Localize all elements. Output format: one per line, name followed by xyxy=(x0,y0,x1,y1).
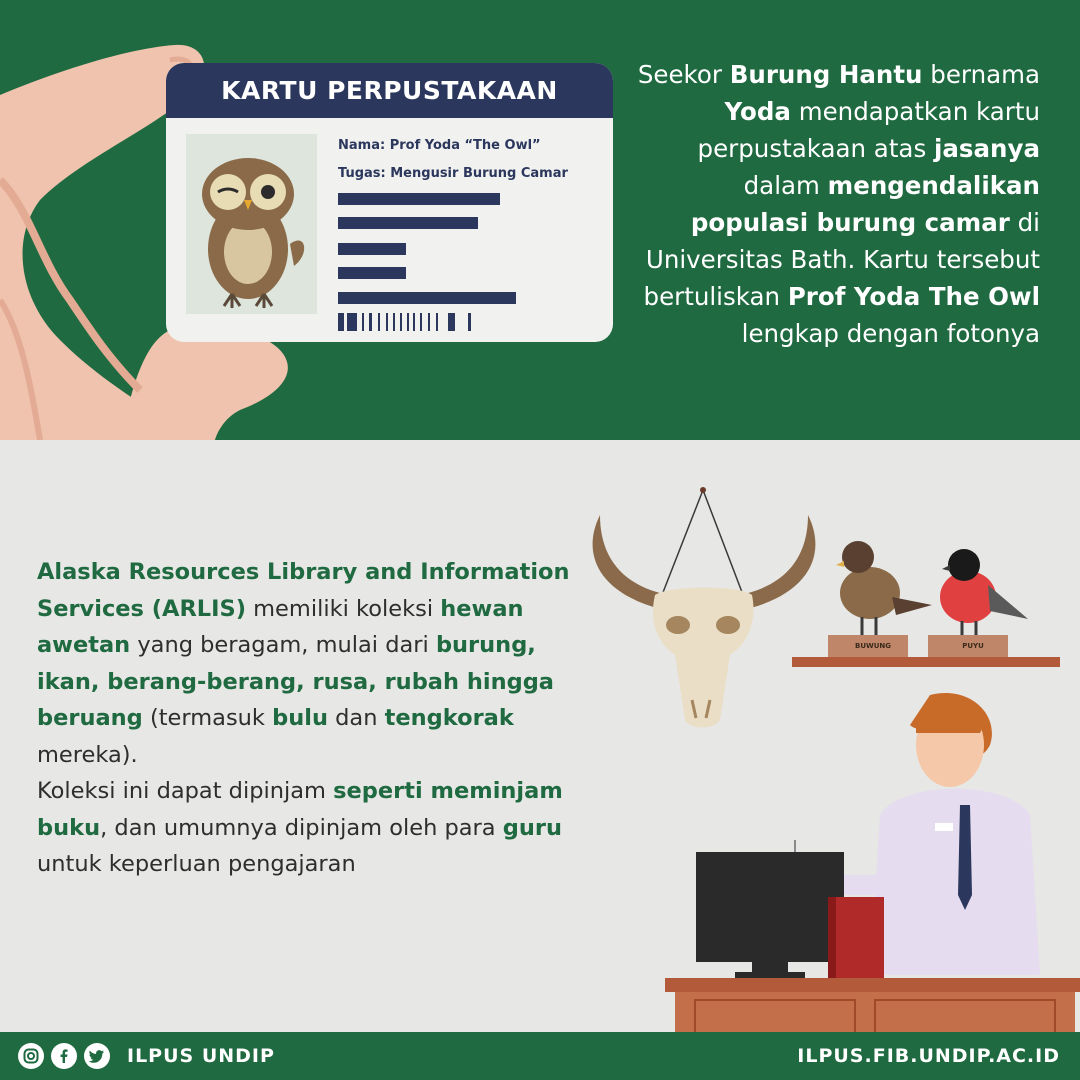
bottom-text-segment: bulu xyxy=(272,705,328,731)
top-description xyxy=(620,56,1040,352)
top-text-segment: lengkap dengan fotonya xyxy=(741,319,1040,348)
desk-illustration xyxy=(665,978,1080,1032)
bottom-text-segment: yang beragam, mulai dari xyxy=(130,632,436,658)
top-text-segment: Yoda xyxy=(724,97,791,126)
card-bar xyxy=(338,292,516,304)
plaque-right: PUYU xyxy=(962,642,984,650)
owl-icon xyxy=(186,134,317,314)
bottom-text-segment: dan xyxy=(327,705,385,731)
footer-url[interactable]: ILPUS.FIB.UNDIP.AC.ID xyxy=(797,1045,1060,1067)
twitter-icon[interactable] xyxy=(84,1043,110,1069)
top-text-segment: dalam xyxy=(743,171,828,200)
bottom-text-segment: memiliki koleksi xyxy=(245,595,441,622)
bottom-text-segment: Alaska Resources Library and Information Services (ARLIS) xyxy=(37,559,570,622)
top-text-segment: mendapatkan kartu perpustakaan atas xyxy=(697,97,1040,163)
top-text-segment: di Universitas Bath. Kartu tersebut bertuliskan xyxy=(643,208,1040,311)
plaque-left: BUWUNG xyxy=(854,642,892,650)
card-bar xyxy=(338,193,500,205)
bottom-text-segment: guru xyxy=(502,814,562,841)
bottom-text-segment: , dan umumnya dipinjam oleh para xyxy=(100,814,503,841)
top-text-segment: mengendalikan populasi burung camar xyxy=(690,171,1040,237)
library-card xyxy=(166,63,613,342)
bottom-text-segment: untuk keperluan pengajaran xyxy=(37,851,356,877)
owl-photo xyxy=(186,134,317,314)
card-bar xyxy=(338,267,406,279)
top-text-segment: bernama xyxy=(922,60,1040,89)
card-task-line xyxy=(338,166,568,181)
card-task-key: Tugas: xyxy=(338,166,391,181)
top-panel xyxy=(0,0,1080,440)
bottom-panel xyxy=(0,440,1080,1032)
bottom-text-segment: hewan awetan xyxy=(37,595,524,658)
bottom-text-segment: burung, ikan, berang-berang, rusa, rubah hingga beruang xyxy=(37,632,554,731)
bottom-text-segment: mereka). xyxy=(37,741,138,768)
top-text-segment: Prof Yoda The Owl xyxy=(787,282,1040,311)
top-text-segment: jasanya xyxy=(934,134,1040,163)
card-title: KARTU PERPUSTAKAAN xyxy=(166,63,613,118)
bottom-text-segment: tengkorak xyxy=(384,705,514,731)
card-name-value: Prof Yoda “The Owl” xyxy=(389,138,541,153)
social-icons xyxy=(18,1043,110,1069)
barcode-icon xyxy=(338,313,478,333)
card-bar xyxy=(338,217,478,229)
instagram-icon[interactable] xyxy=(18,1043,44,1069)
card-bar xyxy=(338,243,406,255)
card-name-key: Nama: xyxy=(338,138,390,153)
top-text-segment: Burung Hantu xyxy=(729,60,923,89)
book-icon xyxy=(826,895,886,985)
footer-brand: ILPUS UNDIP xyxy=(127,1045,275,1067)
bottom-text-segment: seperti meminjam buku xyxy=(37,778,563,841)
facebook-icon[interactable] xyxy=(51,1043,77,1069)
bottom-text-segment: (termasuk xyxy=(142,705,273,731)
top-text-segment: Seekor xyxy=(637,60,730,89)
card-task-value: Mengusir Burung Camar xyxy=(390,166,568,181)
bottom-text-segment: Koleksi ini dapat dipinjam xyxy=(37,778,334,804)
card-name-line xyxy=(338,138,541,153)
bird-shelf xyxy=(792,535,1062,675)
bottom-description xyxy=(37,554,597,883)
